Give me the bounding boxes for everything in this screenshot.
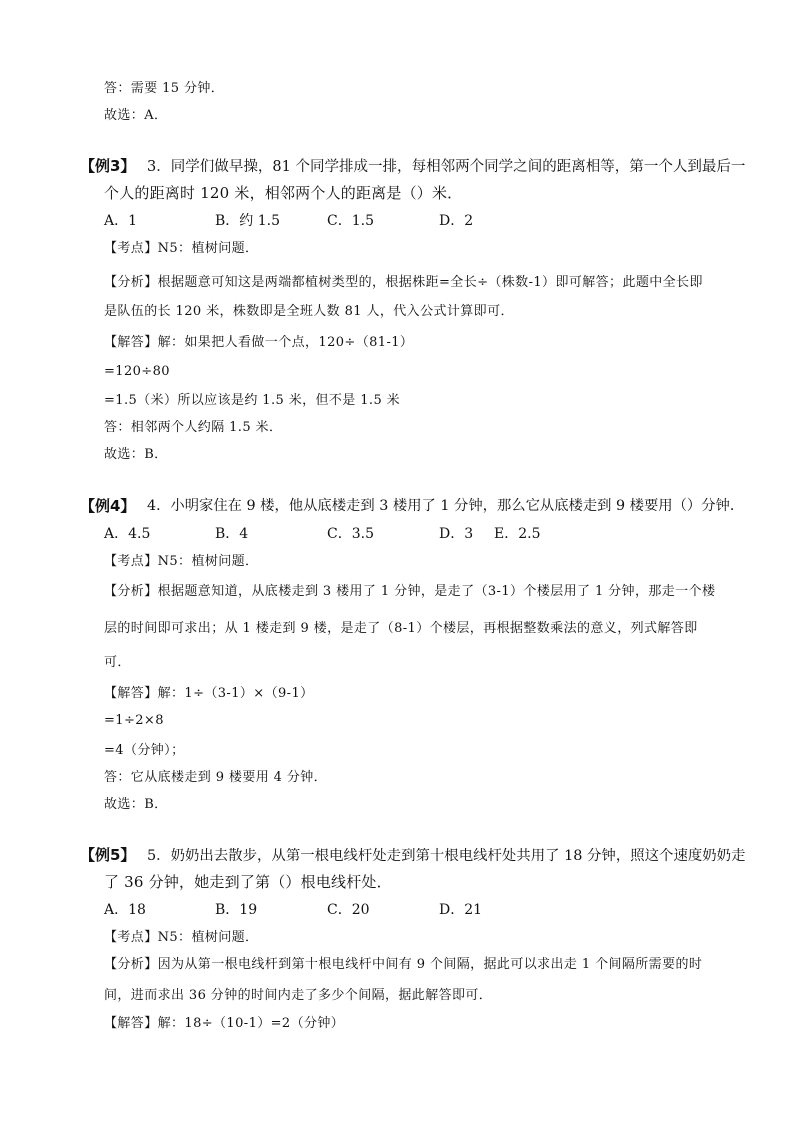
fenxi-line-3: 可．: [104, 655, 131, 670]
answer-text: 答：它从底楼走到 9 楼要用 4 分钟．: [104, 770, 328, 785]
fenxi-line-1: 【分析】根据题意可知这是两端都植树类型的，根据株距=全长÷（株数-1）即可解答；此题中全长即: [104, 275, 703, 290]
option-b: B．约 1.5: [215, 213, 281, 229]
option-e: E．2.5: [494, 526, 541, 542]
question-5-line-1: 5．奶奶出去散步，从第一根电线杆处走到第十根电线杆处共用了 18 分钟，照这个速度奶奶走: [147, 848, 746, 864]
jieda-text: 【解答】解：18÷（10-1）=2（分钟）: [104, 1016, 345, 1031]
jieda-text: 【解答】解：如果把人看做一个点，120÷（81-1）: [104, 335, 414, 350]
choice-text: 故选：A．: [104, 108, 168, 123]
option-c: C．20: [327, 902, 370, 918]
step-1: =120÷80: [104, 364, 170, 379]
question-3-line-1: 3．同学们做早操，81 个同学排成一排，每相邻两个同学之间的距离相等，第一个人到最后一: [147, 159, 746, 175]
fenxi-line-2: 间，进而求出 36 分钟的时间内走了多少个间隔，据此解答即可．: [104, 988, 493, 1003]
example-5-tag: 【例5】: [80, 846, 136, 864]
step-2: =1.5（米）所以应该是约 1.5 米，但不是 1.5 米: [104, 393, 401, 408]
kaodian-text: 【考点】N5：植树问题．: [104, 241, 259, 256]
example-3-tag: 【例3】: [80, 157, 136, 175]
option-d: D．2: [439, 213, 474, 229]
question-4-line-1: 4．小明家住在 9 楼，他从底楼走到 3 楼用了 1 分钟，那么它从底楼走到 9 楼要用（）分钟．: [147, 498, 745, 514]
option-b: B．19: [215, 902, 258, 918]
fenxi-line-2: 是队伍的长 120 米，株数即是全班人数 81 人，代入公式计算即可．: [104, 304, 514, 319]
kaodian-text: 【考点】N5：植树问题．: [104, 930, 259, 945]
option-d: D．21: [439, 902, 483, 918]
option-c: C．1.5: [327, 213, 374, 229]
option-a: A．4.5: [104, 526, 151, 542]
answer-text: 答：需要 15 分钟．: [104, 81, 225, 96]
kaodian-text: 【考点】N5：植树问题．: [104, 554, 259, 569]
option-c: C．3.5: [327, 526, 374, 542]
example-4-tag: 【例4】: [80, 497, 136, 515]
option-a: A．18: [104, 902, 146, 918]
jieda-text: 【解答】解：1÷（3-1）×（9-1）: [104, 686, 314, 701]
option-b: B．4: [215, 526, 249, 542]
question-3-line-2: 个人的距离时 120 米，相邻两个人的距离是（）米．: [104, 184, 463, 202]
fenxi-line-2: 层的时间即可求出；从 1 楼走到 9 楼，是走了（8-1）个楼层，再根据整数乘法的意义，列式解答即: [104, 621, 698, 636]
step-1: =1÷2×8: [104, 713, 164, 728]
choice-text: 故选：B．: [104, 797, 168, 812]
question-5-line-2: 了 36 分钟，她走到了第（）根电线杆处．: [104, 873, 392, 891]
answer-text: 答：相邻两个人约隔 1.5 米．: [104, 420, 283, 435]
fenxi-line-1: 【分析】因为从第一根电线杆到第十根电线杆中间有 9 个间隔，据此可以求出走 1 个间隔所需要的时: [104, 957, 703, 972]
fenxi-line-1: 【分析】根据题意知道，从底楼走到 3 楼用了 1 分钟，是走了（3-1）个楼层用了 1 分钟，那走一个楼: [104, 584, 716, 599]
option-d: D．3: [439, 526, 474, 542]
choice-text: 故选：B．: [104, 447, 168, 462]
step-2: =4（分钟）；: [104, 743, 185, 758]
option-a: A．1: [104, 213, 138, 229]
